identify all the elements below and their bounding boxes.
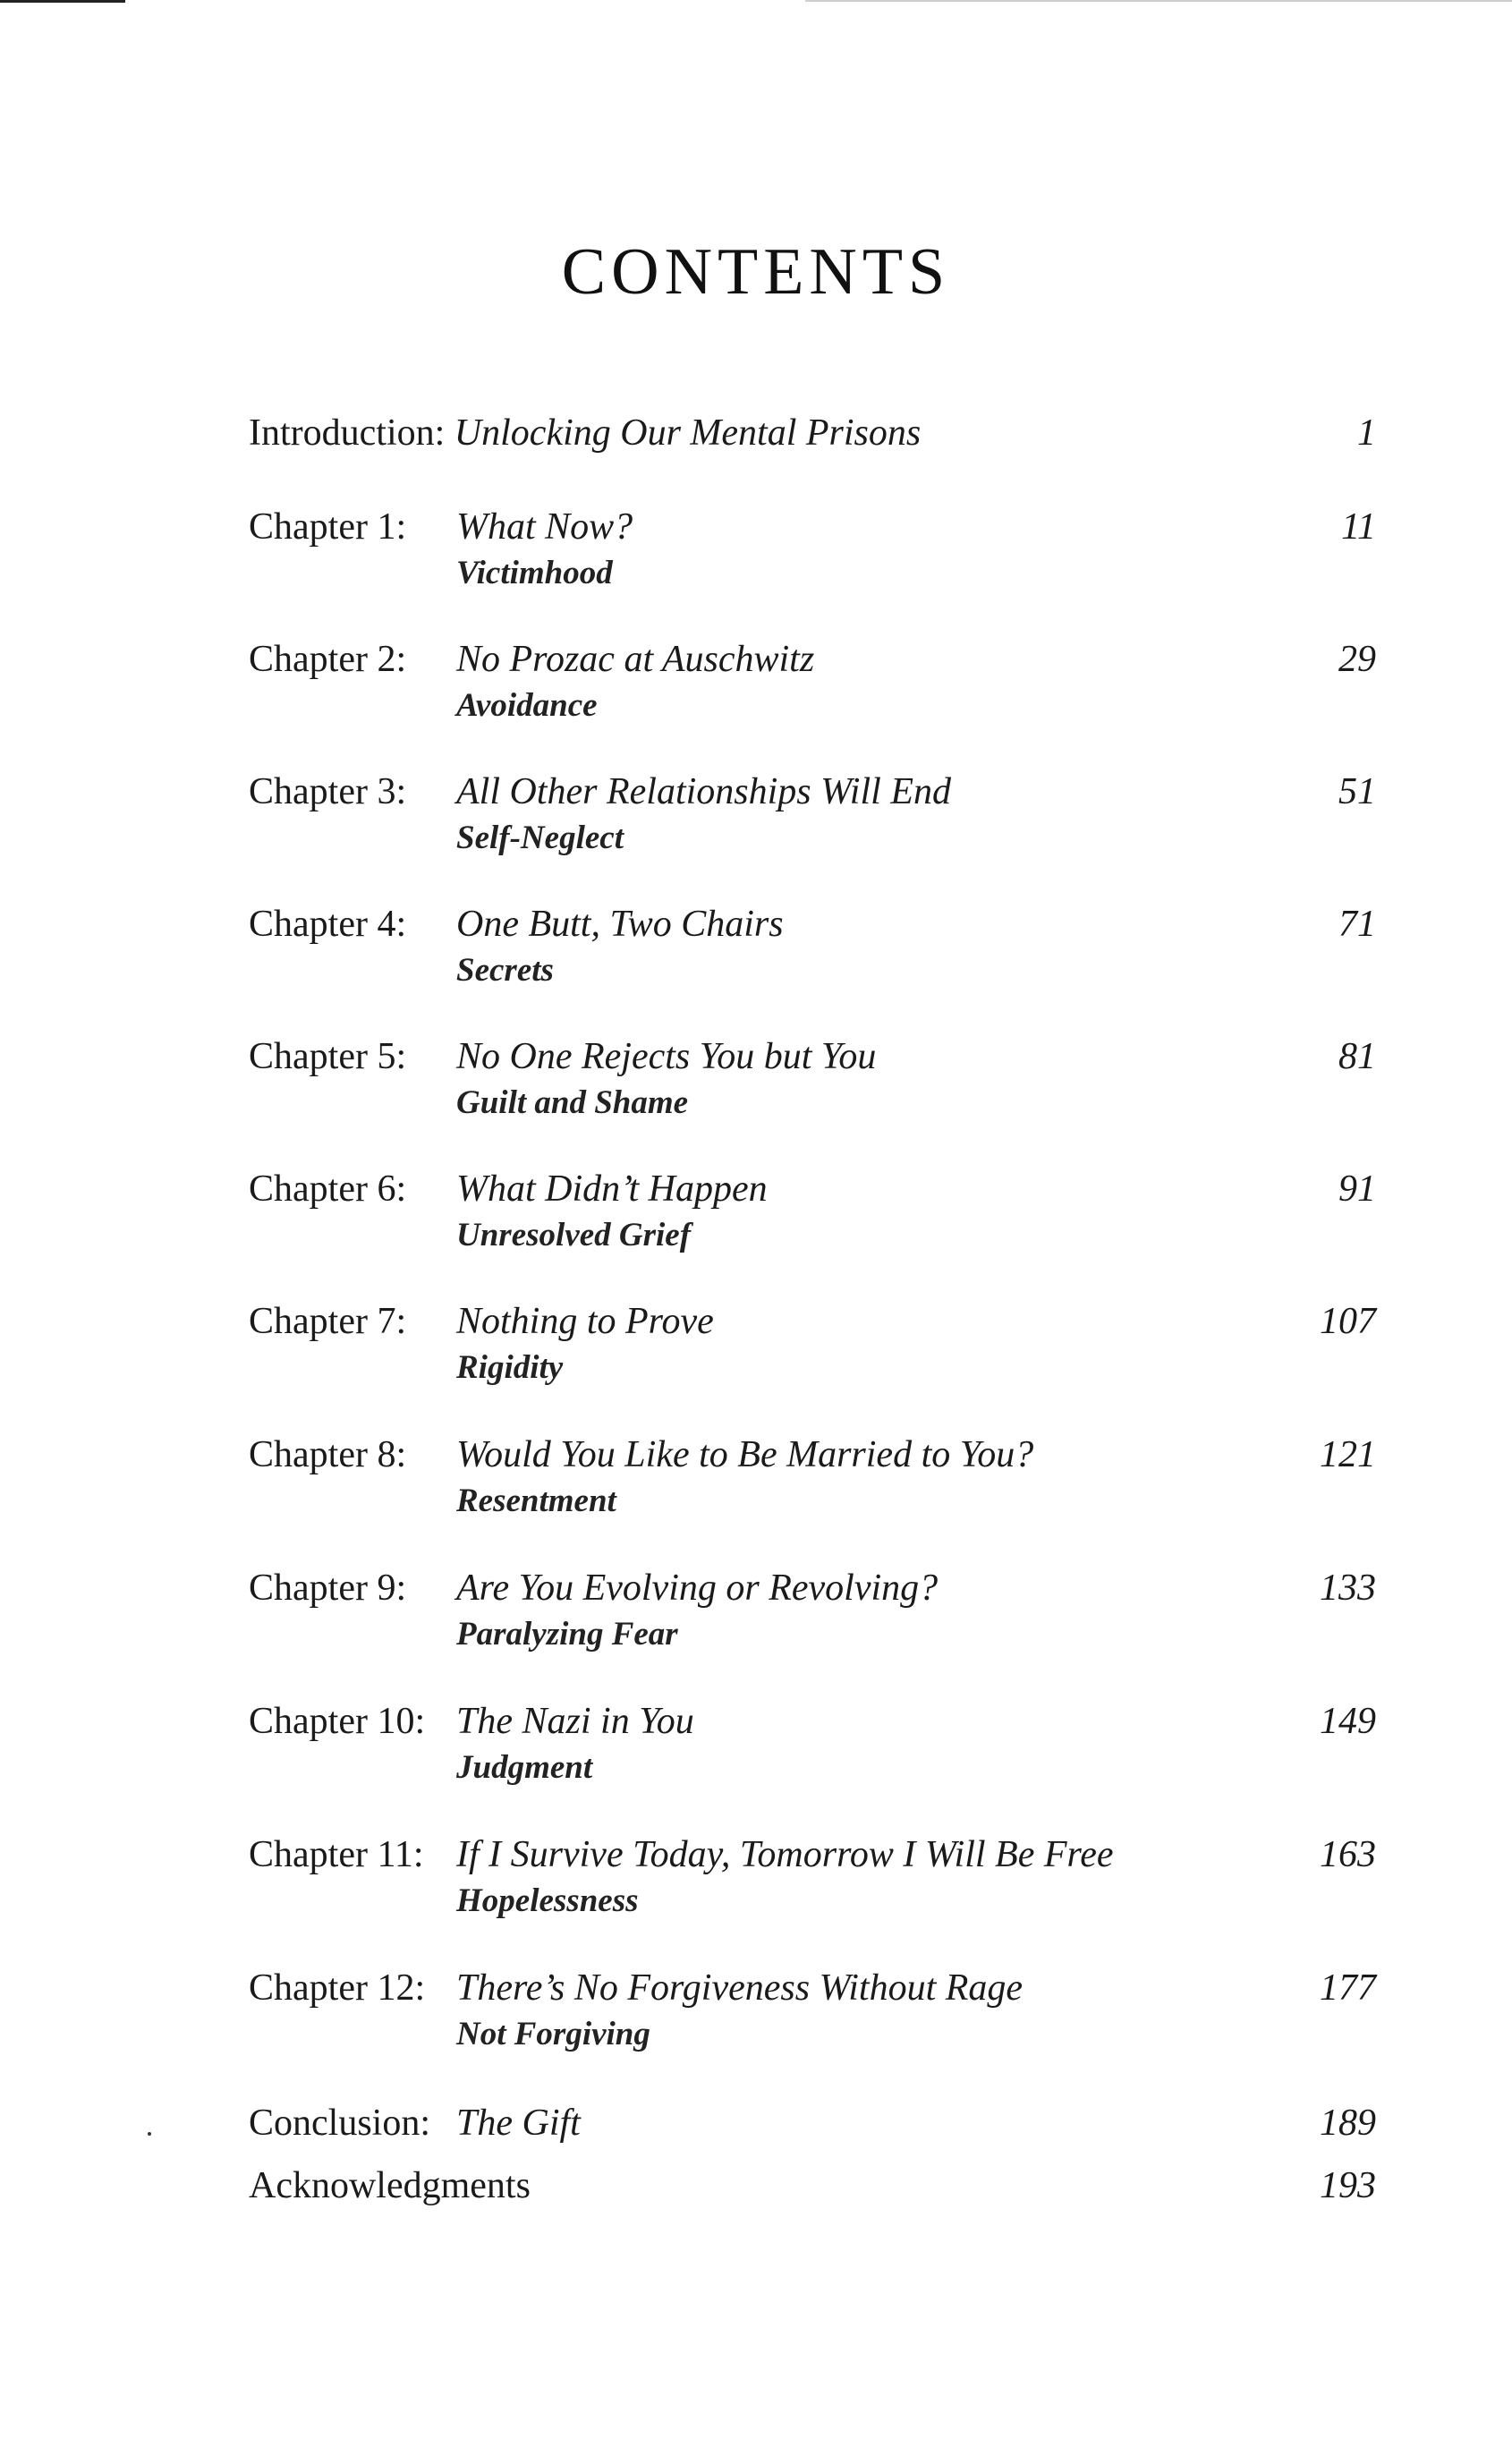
toc-entry-title: The Nazi in You	[456, 1701, 694, 1742]
toc-entry-label: Chapter 3:	[249, 771, 407, 812]
toc-entry-label: Chapter 7:	[249, 1301, 407, 1342]
toc-entry-label: Introduction: Unlocking Our Mental Prisons	[249, 412, 922, 454]
toc-entry-label: Chapter 8:	[249, 1434, 407, 1475]
toc-entry-title: One Butt, Two Chairs	[456, 904, 784, 945]
toc-entry-page: 29	[1338, 639, 1376, 680]
toc-entry-label: Chapter 11:	[249, 1834, 424, 1875]
toc-entry-page: 189	[1320, 2103, 1376, 2144]
toc-entry-theme: Secrets	[456, 952, 554, 989]
toc-entry-page: 81	[1338, 1036, 1376, 1077]
toc-entry-title: Are You Evolving or Revolving?	[456, 1568, 939, 1609]
toc-entry-label: Chapter 4:	[249, 904, 407, 945]
toc-entry-page: 71	[1338, 904, 1376, 945]
toc-entry-page: 11	[1341, 506, 1376, 548]
toc-entry-title: No Prozac at Auschwitz	[456, 639, 815, 680]
toc-entry-title: Would You Like to Be Married to You?	[456, 1434, 1034, 1475]
toc-entry-page: 193	[1320, 2165, 1376, 2206]
page-title: CONTENTS	[561, 235, 951, 309]
toc-entry-theme: Judgment	[456, 1749, 593, 1786]
toc-entry-page: 163	[1320, 1834, 1376, 1875]
toc-entry-page: 121	[1320, 1434, 1376, 1475]
toc-entry-theme: Rigidity	[456, 1349, 564, 1386]
toc-entry-theme: Hopelessness	[456, 1882, 639, 1919]
toc-entry-theme: Victimhood	[456, 555, 613, 591]
toc-entry-title: What Now?	[456, 506, 633, 548]
toc-entry-label: Acknowledgments	[249, 2165, 531, 2206]
toc-entry-label: Chapter 10:	[249, 1701, 426, 1742]
toc-entry-theme: Paralyzing Fear	[456, 1616, 678, 1653]
toc-entry-theme: Guilt and Shame	[456, 1084, 689, 1121]
toc-entry-label: Chapter 12:	[249, 1967, 426, 2009]
toc-entry-theme: Not Forgiving	[456, 2016, 650, 2052]
toc-entry-theme: Resentment	[456, 1483, 616, 1519]
toc-entry-title: Unlocking Our Mental Prisons	[454, 412, 922, 454]
toc-entry-label: Chapter 1:	[249, 506, 407, 548]
toc-entry-page: 51	[1338, 771, 1376, 812]
toc-entry-theme: Unresolved Grief	[456, 1217, 692, 1253]
toc-entry-label: Chapter 6:	[249, 1168, 407, 1210]
toc-entry-label: Conclusion:	[249, 2103, 431, 2144]
toc-entry-page: 133	[1320, 1568, 1376, 1609]
toc-entry-page: 107	[1320, 1301, 1376, 1342]
toc-entry-page: 1	[1357, 412, 1376, 454]
toc-entry-title: Nothing to Prove	[456, 1301, 714, 1342]
toc-entry-title: If I Survive Today, Tomorrow I Will Be Free	[456, 1834, 1114, 1875]
toc-entry-page: 149	[1320, 1701, 1376, 1742]
toc-entry-page: 177	[1320, 1967, 1376, 2009]
scan-speck	[148, 2132, 151, 2136]
toc-entry-title: What Didn’t Happen	[456, 1168, 768, 1210]
toc-entry-title: There’s No Forgiveness Without Rage	[456, 1967, 1024, 2009]
toc-entry-page: 91	[1338, 1168, 1376, 1210]
toc-entry-theme: Self-Neglect	[456, 820, 624, 856]
toc-entry-label: Chapter 2:	[249, 639, 407, 680]
toc-entry-theme: Avoidance	[456, 687, 598, 724]
toc-entry-title: All Other Relationships Will End	[456, 771, 951, 812]
toc-entry-label: Chapter 5:	[249, 1036, 407, 1077]
toc-entry-label: Chapter 9:	[249, 1568, 407, 1609]
toc-entry-title: The Gift	[456, 2103, 581, 2144]
toc-entry-title: No One Rejects You but You	[456, 1036, 877, 1077]
